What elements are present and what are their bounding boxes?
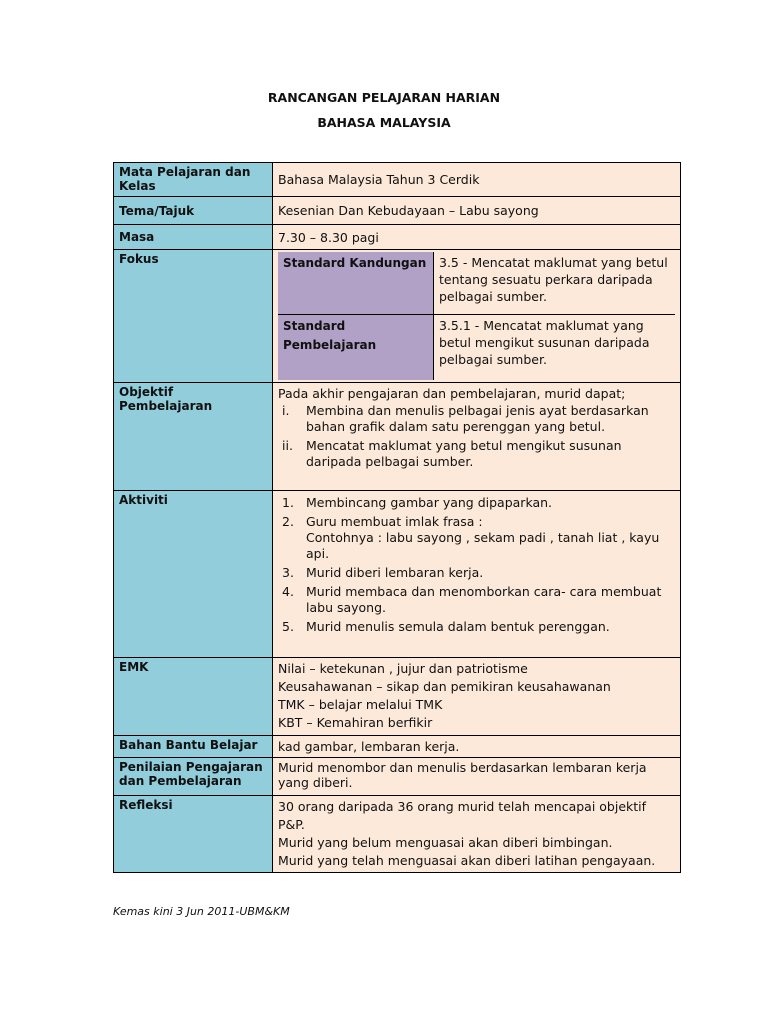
row-masa: [114, 225, 681, 250]
objektif-intro: Pada akhir pengajaran dan pembelajaran, murid dapat;: [278, 386, 626, 401]
emk-line: Keusahawanan – sikap dan pemikiran keusahawanan: [278, 679, 611, 694]
refleksi-line: 30 orang daripada 36 orang murid telah mencapai objektif P&P.: [278, 799, 647, 832]
label-standard-pembelajaran: Standard Pembelajaran: [278, 314, 434, 380]
list-item: 1. Membincang gambar yang dipaparkan.: [282, 495, 553, 510]
label-mata-pelajaran: Mata Pelajaran dan Kelas: [114, 163, 273, 197]
list-item: 4. Murid membaca dan menomborkan cara- cara membuat labu sayong.: [282, 584, 662, 615]
value-bahan: kad gambar, lembaran kerja.: [273, 736, 681, 758]
list-item: 2. Guru membuat imlak frasa : Contohnya : labu sayong , sekam padi , tanah liat , kayu api.: [282, 514, 660, 561]
row-objektif: [114, 383, 681, 491]
row-emk: [114, 658, 681, 736]
list-item: ii. Mencatat maklumat yang betul mengikut susunan daripada pelbagai sumber.: [282, 438, 622, 469]
value-refleksi: [273, 796, 681, 873]
label-emk: EMK: [114, 658, 273, 736]
label-bahan: Bahan Bantu Belajar: [114, 736, 273, 758]
list-item: 3. Murid diberi lembaran kerja.: [282, 565, 484, 580]
document-title: RANCANGAN PELAJARAN HARIAN: [267, 90, 501, 105]
row-penilaian: [114, 758, 681, 796]
document-subtitle: BAHASA MALAYSIA: [317, 115, 451, 130]
list-item: 5. Murid menulis semula dalam bentuk perenggan.: [282, 619, 610, 634]
row-refleksi: [114, 796, 681, 873]
label-penilaian: Penilaian Pengajaran dan Pembelajaran: [114, 758, 273, 796]
emk-line: KBT – Kemahiran berfikir: [278, 715, 433, 730]
row-fokus: [114, 250, 681, 383]
label-fokus: Fokus: [114, 250, 273, 383]
row-mata-pelajaran: [114, 163, 681, 197]
label-objektif: Objektif Pembelajaran: [114, 383, 273, 491]
row-aktiviti: [114, 491, 681, 658]
row-bahan: [114, 736, 681, 758]
lesson-plan-table: [113, 162, 681, 873]
value-penilaian: Murid menombor dan menulis berdasarkan lembaran kerja yang diberi.: [273, 758, 681, 796]
value-aktiviti: [273, 491, 681, 658]
fokus-cell: [273, 250, 681, 383]
value-objektif: [273, 383, 681, 491]
aktiviti-list: [278, 495, 675, 635]
label-refleksi: Refleksi: [114, 796, 273, 873]
label-aktiviti: Aktiviti: [114, 491, 273, 658]
value-standard-pembelajaran: 3.5.1 - Mencatat maklumat yang betul mengikut susunan daripada pelbagai sumber.: [434, 314, 676, 380]
label-masa: Masa: [114, 225, 273, 250]
list-item: i. Membina dan menulis pelbagai jenis ayat berdasarkan bahan grafik dalam satu perenggan yang betul.: [282, 403, 649, 434]
emk-line: Nilai – ketekunan , jujur dan patriotisme: [278, 661, 528, 676]
value-mata-pelajaran: Bahasa Malaysia Tahun 3 Cerdik: [273, 163, 681, 197]
row-tema: [114, 197, 681, 225]
refleksi-line: Murid yang belum menguasai akan diberi bimbingan.: [278, 835, 613, 850]
fokus-subtable: [278, 252, 675, 380]
label-tema: Tema/Tajuk: [114, 197, 273, 225]
footer-note: Kemas kini 3 Jun 2011-UBM&KM: [113, 905, 290, 918]
emk-line: TMK – belajar melalui TMK: [278, 697, 443, 712]
label-standard-kandungan: Standard Kandungan: [278, 252, 434, 314]
value-tema: Kesenian Dan Kebudayaan – Labu sayong: [273, 197, 681, 225]
refleksi-line: Murid yang telah menguasai akan diberi latihan pengayaan.: [278, 853, 656, 868]
value-emk: [273, 658, 681, 736]
objektif-list: [278, 403, 675, 470]
value-standard-kandungan: 3.5 - Mencatat maklumat yang betul tentang sesuatu perkara daripada pelbagai sumber.: [434, 252, 676, 314]
value-masa: 7.30 – 8.30 pagi: [273, 225, 681, 250]
